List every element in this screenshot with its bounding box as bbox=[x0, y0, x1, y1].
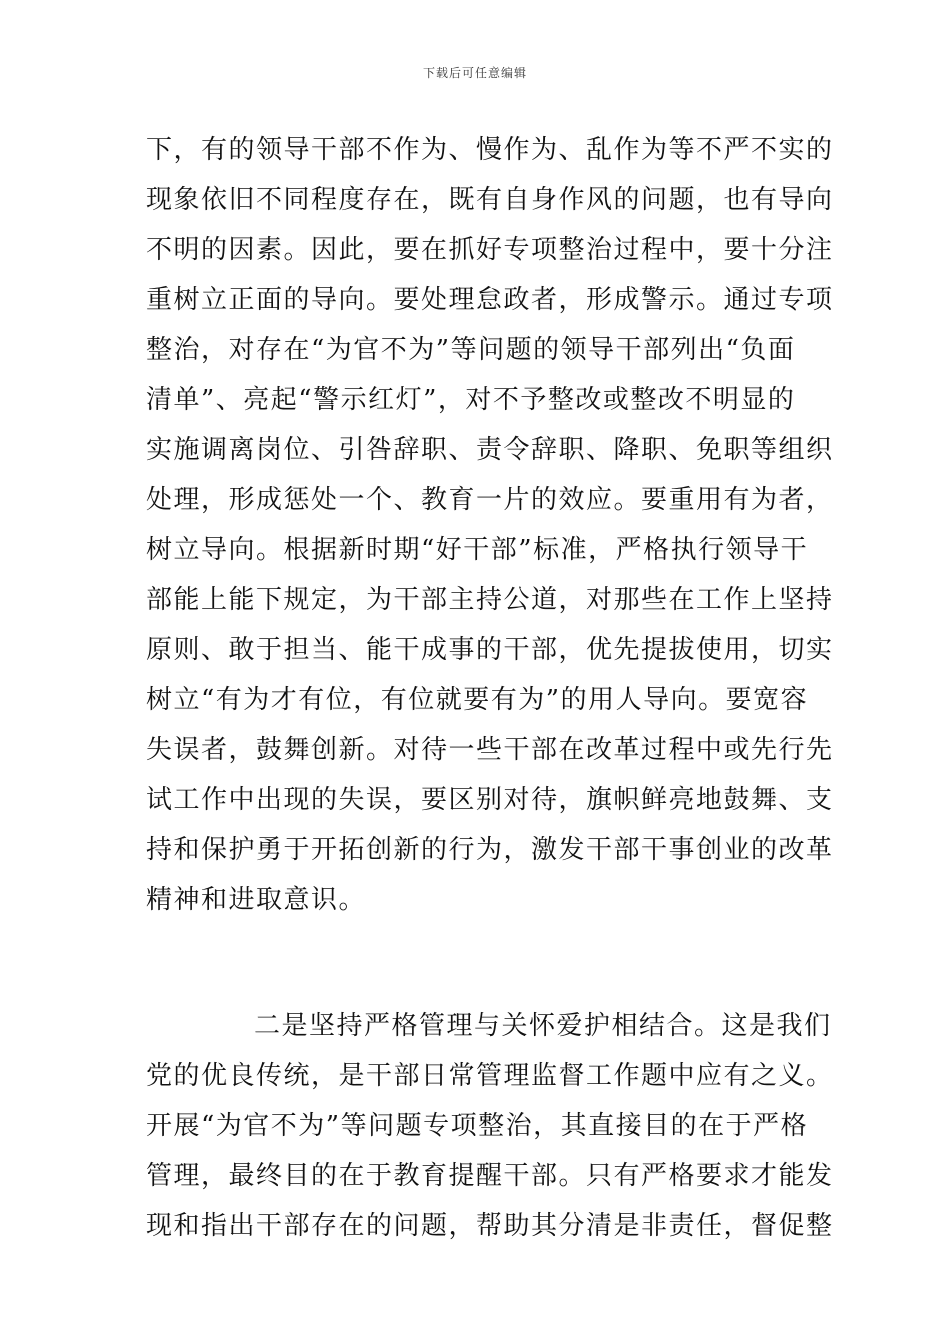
text-line: 党的优良传统，是干部日常管理监督工作题中应有之义。 bbox=[146, 1061, 834, 1091]
text-line: 现和指出干部存在的问题，帮助其分清是非责任，督促整 bbox=[146, 1211, 834, 1241]
page-header: 下载后可任意编辑 bbox=[422, 66, 527, 80]
text-line: 失误者，鼓舞创新。对待一些干部在改革过程中或先行先 bbox=[146, 735, 834, 765]
text-line: 试工作中出现的失误，要区别对待，旗帜鲜亮地鼓舞、支 bbox=[146, 785, 834, 815]
text-line: 不明的因素。因此，要在抓好专项整治过程中，要十分注 bbox=[146, 235, 834, 265]
text-line: 精神和进取意识。 bbox=[146, 885, 367, 915]
text-line: 现象依旧不同程度存在，既有自身作风的问题，也有导向 bbox=[146, 185, 834, 215]
paragraph-2 bbox=[146, 1001, 834, 1251]
text-line: 处理，形成惩处一个、教育一片的效应。要重用有为者， bbox=[146, 485, 834, 515]
text-line: 树立导向。根据新时期“好干部”标准，严格执行领导干 bbox=[146, 535, 809, 565]
text-line: 开展“为官不为”等问题专项整治，其直接目的在于严格 bbox=[146, 1111, 809, 1141]
text-line: 二是坚持严格管理与关怀爱护相结合。这是我们 bbox=[254, 1011, 832, 1041]
text-line: 部能上能下规定，为干部主持公道，对那些在工作上坚持 bbox=[146, 585, 834, 615]
text-line: 持和保护勇于开拓创新的行为，激发干部干事创业的改革 bbox=[146, 835, 834, 865]
text-line: 原则、敢于担当、能干成事的干部，优先提拔使用，切实 bbox=[146, 635, 834, 665]
document-body bbox=[146, 125, 834, 1251]
text-line: 实施调离岗位、引咎辞职、责令辞职、降职、免职等组织 bbox=[146, 435, 834, 465]
text-line: 下，有的领导干部不作为、慢作为、乱作为等不严不实的 bbox=[146, 135, 834, 165]
paragraph-1 bbox=[146, 125, 834, 925]
text-line: 整治，对存在“为官不为”等问题的领导干部列出“负面 bbox=[146, 335, 796, 365]
text-line: 树立“有为才有位，有位就要有为”的用人导向。要宽容 bbox=[146, 685, 809, 715]
text-line: 管理，最终目的在于教育提醒干部。只有严格要求才能发 bbox=[146, 1161, 834, 1191]
text-line: 重树立正面的导向。要处理怠政者，形成警示。通过专项 bbox=[146, 285, 834, 315]
paragraph-gap bbox=[146, 925, 810, 1001]
text-line: 清单”、亮起“警示红灯”，对不予整改或整改不明显的 bbox=[146, 385, 796, 415]
